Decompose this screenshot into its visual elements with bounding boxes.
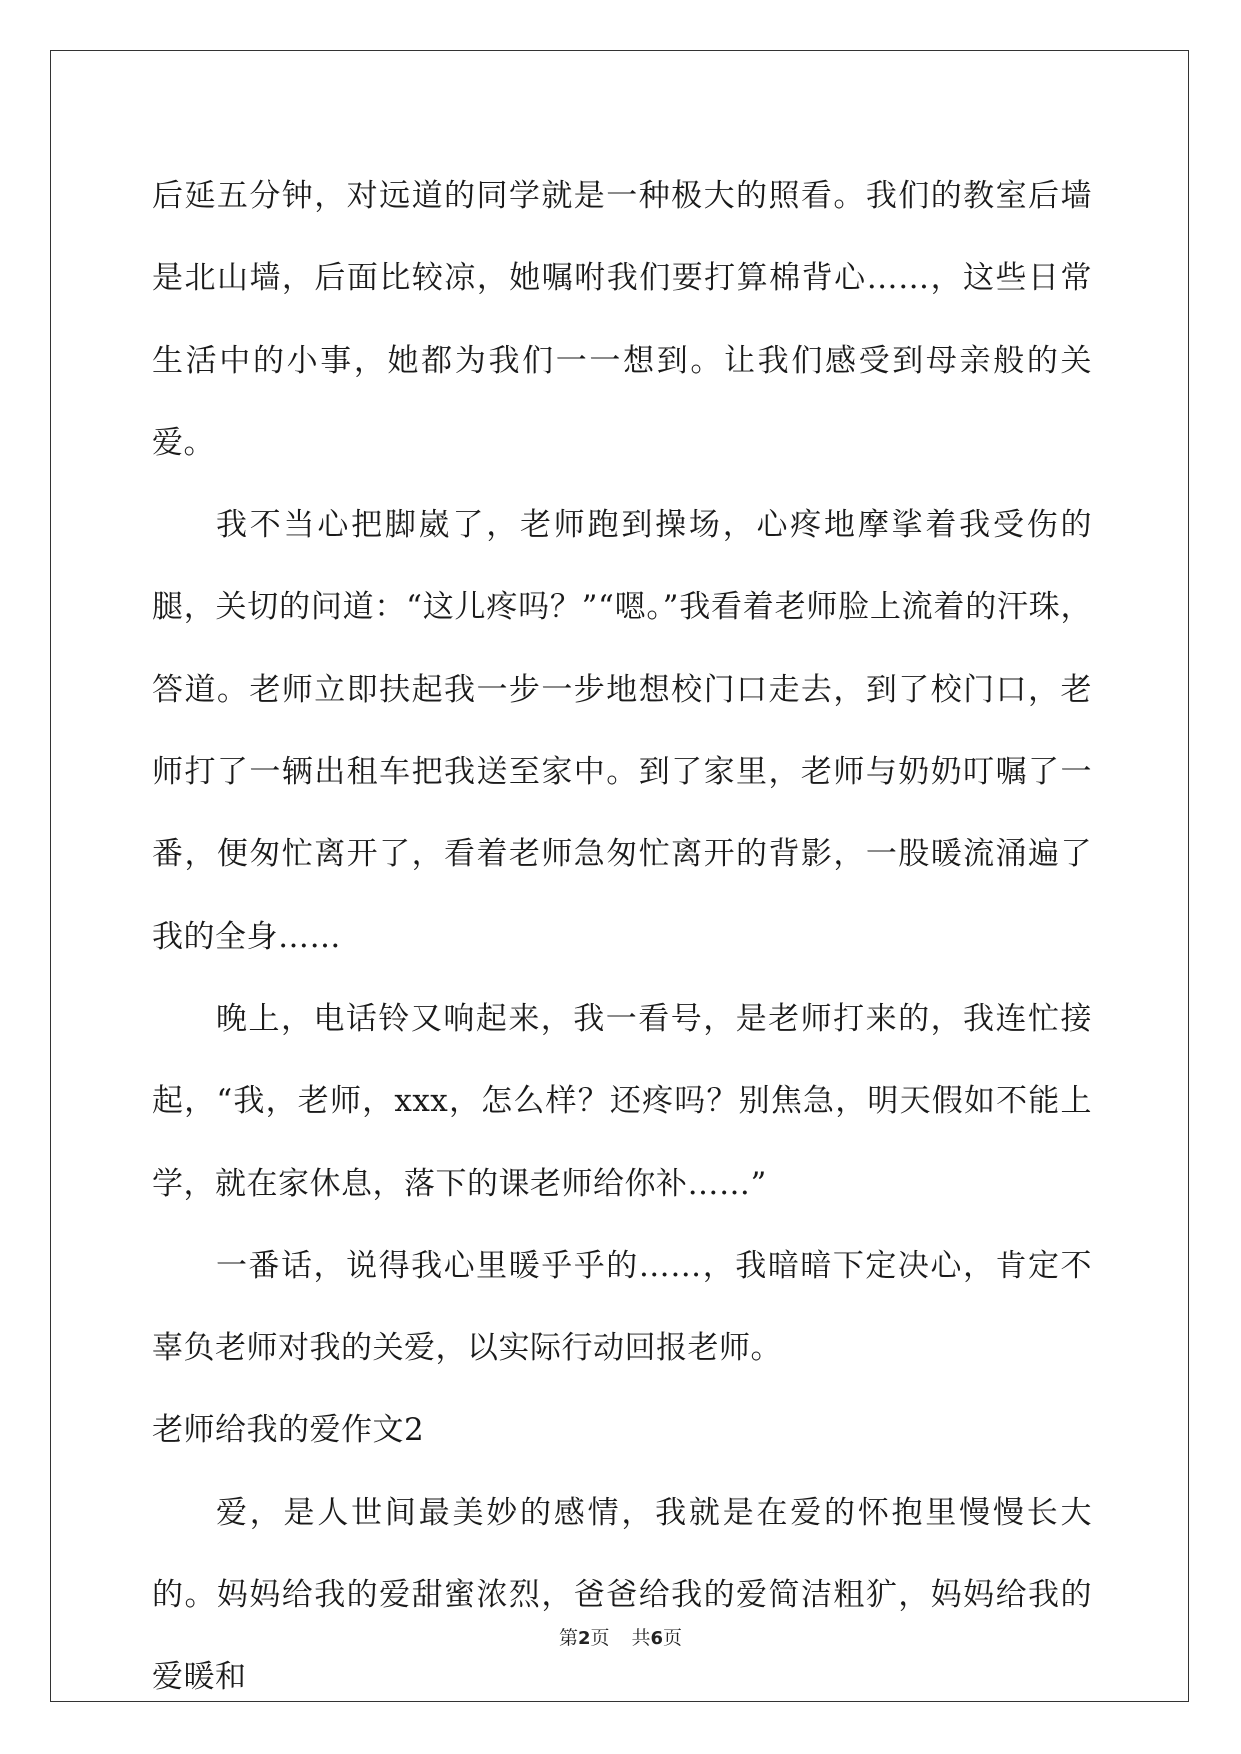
page-prefix: 第 bbox=[558, 1627, 578, 1649]
document-body bbox=[152, 155, 1092, 1719]
paragraph-5: 爱，是人世间最美妙的感情，我就是在爱的怀抱里慢慢长大的。妈妈给我的爱甜蜜浓烈，爸爸给我的爱简洁粗犷，妈妈给我的爱暖和 bbox=[152, 1494, 1092, 1696]
paragraph-2: 我不当心把脚崴了，老师跑到操场，心疼地摩挲着我受伤的腿，关切的问道：“这儿疼吗？”“嗯。”我看着老师脸上流着的汗珠，答道。老师立即扶起我一步一步地想校门口走去，到了校门口，老师打了一辆出租车把我送至家中。到了家里，老师与奶奶叮嘱了一番，便匆忙离开了，看着老师急匆忙离开的背影，一股暖流涌遍了我的全身…… bbox=[152, 507, 1092, 955]
page-current: 2 bbox=[577, 1628, 591, 1649]
paragraph-4: 一番话，说得我心里暖乎乎的……，我暗暗下定决心，肯定不辜负老师对我的关爱，以实际行动回报老师。 bbox=[152, 1247, 1092, 1367]
paragraph-3: 晚上，电话铃又响起来，我一看号，是老师打来的，我连忙接起，“我，老师，xxx，怎么样？还疼吗？别焦急，明天假如不能上学，就在家休息，落下的课老师给你补……” bbox=[152, 1000, 1092, 1202]
total-prefix: 共 bbox=[631, 1627, 651, 1649]
paragraph-1: 后延五分钟，对远道的同学就是一种极大的照看。我们的教室后墙是北山墙，后面比较凉，她嘱咐我们要打算棉背心……，这些日常生活中的小事，她都为我们一一想到。让我们感受到母亲般的关爱。 bbox=[152, 178, 1092, 461]
total-suffix: 页 bbox=[663, 1627, 683, 1649]
page-footer bbox=[0, 1626, 1241, 1651]
page-total: 6 bbox=[650, 1628, 664, 1649]
section-title: 老师给我的爱作文2 bbox=[152, 1412, 425, 1449]
page-suffix: 页 bbox=[590, 1627, 610, 1649]
